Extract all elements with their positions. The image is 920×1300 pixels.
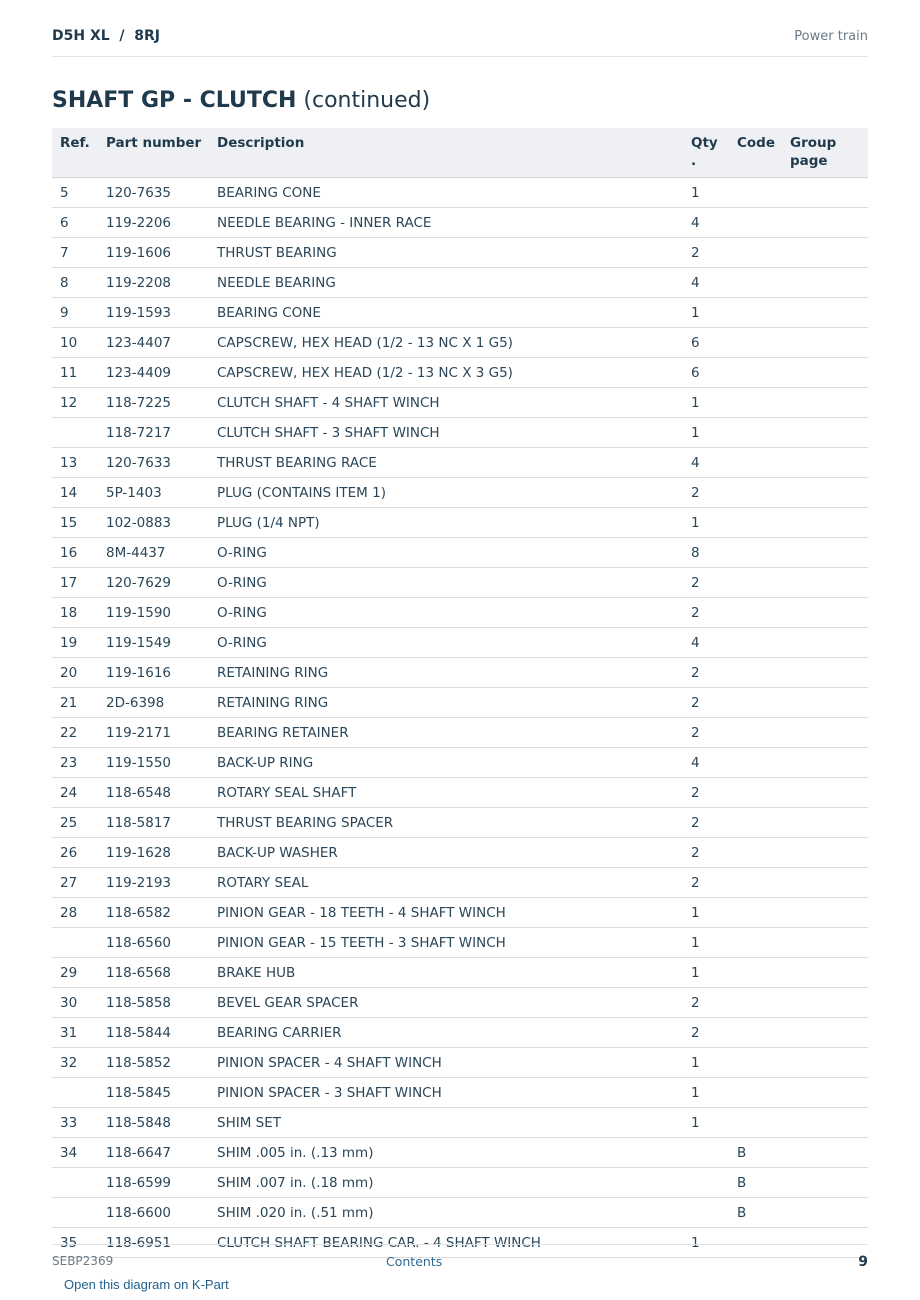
table-row <box>52 328 868 358</box>
table-row <box>52 268 868 298</box>
cell-description: CAPSCREW, HEX HEAD (1/2 - 13 NC X 1 G5) <box>217 328 691 358</box>
cell-ref: 34 <box>52 1138 106 1168</box>
cell-ref <box>52 1168 106 1198</box>
col-group-page-header: Group page <box>790 128 868 178</box>
cell-description: CLUTCH SHAFT - 4 SHAFT WINCH <box>217 388 691 418</box>
cell-part-number: 118-6599 <box>106 1168 217 1198</box>
cell-qty: 8 <box>691 538 737 568</box>
cell-group-page <box>790 1018 868 1048</box>
table-row <box>52 448 868 478</box>
cell-code <box>737 1018 790 1048</box>
page-title-main: SHAFT GP - CLUTCH <box>52 88 297 113</box>
table-row <box>52 1138 868 1168</box>
cell-code <box>737 448 790 478</box>
table-row <box>52 988 868 1018</box>
cell-qty: 1 <box>691 928 737 958</box>
cell-ref: 8 <box>52 268 106 298</box>
cell-qty: 1 <box>691 298 737 328</box>
section-label: Power train <box>794 29 868 44</box>
cell-qty: 2 <box>691 598 737 628</box>
cell-ref: 17 <box>52 568 106 598</box>
cell-code <box>737 658 790 688</box>
cell-group-page <box>790 388 868 418</box>
cell-qty: 2 <box>691 478 737 508</box>
table-row <box>52 508 868 538</box>
cell-group-page <box>790 328 868 358</box>
table-row <box>52 868 868 898</box>
cell-group-page <box>790 508 868 538</box>
cell-qty: 1 <box>691 898 737 928</box>
table-row <box>52 298 868 328</box>
cell-code <box>737 568 790 598</box>
table-row <box>52 928 868 958</box>
cell-group-page <box>790 958 868 988</box>
table-row <box>52 808 868 838</box>
cell-ref: 22 <box>52 718 106 748</box>
cell-qty: 2 <box>691 568 737 598</box>
cell-part-number: 118-5848 <box>106 1108 217 1138</box>
cell-code <box>737 178 790 208</box>
cell-group-page <box>790 1108 868 1138</box>
cell-code <box>737 898 790 928</box>
cell-code <box>737 508 790 538</box>
cell-part-number: 8M-4437 <box>106 538 217 568</box>
cell-group-page <box>790 688 868 718</box>
cell-code <box>737 808 790 838</box>
cell-description: SHIM .007 in. (.18 mm) <box>217 1168 691 1198</box>
cell-description: ROTARY SEAL SHAFT <box>217 778 691 808</box>
cell-code: B <box>737 1138 790 1168</box>
cell-qty: 2 <box>691 838 737 868</box>
cell-qty: 2 <box>691 688 737 718</box>
table-row <box>52 898 868 928</box>
col-description-header: Description <box>217 128 691 178</box>
cell-group-page <box>790 748 868 778</box>
cell-group-page <box>790 418 868 448</box>
cell-description: THRUST BEARING RACE <box>217 448 691 478</box>
cell-code: B <box>737 1168 790 1198</box>
cell-code <box>737 928 790 958</box>
cell-code <box>737 238 790 268</box>
cell-ref: 24 <box>52 778 106 808</box>
cell-part-number: 102-0883 <box>106 508 217 538</box>
cell-description: PINION SPACER - 3 SHAFT WINCH <box>217 1078 691 1108</box>
cell-description: SHIM .005 in. (.13 mm) <box>217 1138 691 1168</box>
cell-description: PLUG (1/4 NPT) <box>217 508 691 538</box>
cell-description: PINION GEAR - 18 TEETH - 4 SHAFT WINCH <box>217 898 691 928</box>
cell-qty: 2 <box>691 868 737 898</box>
cell-description: BEVEL GEAR SPACER <box>217 988 691 1018</box>
cell-qty: 4 <box>691 748 737 778</box>
cell-group-page <box>790 1048 868 1078</box>
cell-description: BRAKE HUB <box>217 958 691 988</box>
cell-ref: 25 <box>52 808 106 838</box>
table-row <box>52 388 868 418</box>
cell-part-number: 5P-1403 <box>106 478 217 508</box>
table-row <box>52 718 868 748</box>
cell-group-page <box>790 1078 868 1108</box>
table-row <box>52 568 868 598</box>
cell-ref: 32 <box>52 1048 106 1078</box>
cell-part-number: 119-1616 <box>106 658 217 688</box>
cell-part-number: 118-6951 <box>106 1228 217 1258</box>
cell-part-number: 119-2206 <box>106 208 217 238</box>
table-row <box>52 1048 868 1078</box>
cell-group-page <box>790 238 868 268</box>
cell-description: O-RING <box>217 598 691 628</box>
cell-description: SHIM .020 in. (.51 mm) <box>217 1198 691 1228</box>
table-row <box>52 778 868 808</box>
cell-group-page <box>790 868 868 898</box>
cell-ref: 35 <box>52 1228 106 1258</box>
table-row <box>52 418 868 448</box>
cell-qty: 1 <box>691 418 737 448</box>
cell-code <box>737 328 790 358</box>
cell-qty: 4 <box>691 628 737 658</box>
cell-part-number: 118-5844 <box>106 1018 217 1048</box>
cell-description: O-RING <box>217 568 691 598</box>
cell-description: RETAINING RING <box>217 658 691 688</box>
table-row <box>52 538 868 568</box>
cell-code <box>737 1078 790 1108</box>
cell-part-number: 118-6548 <box>106 778 217 808</box>
cell-part-number: 120-7633 <box>106 448 217 478</box>
cell-part-number: 118-6568 <box>106 958 217 988</box>
cell-code <box>737 478 790 508</box>
cell-description: O-RING <box>217 628 691 658</box>
cell-qty: 2 <box>691 988 737 1018</box>
cell-part-number: 118-7225 <box>106 388 217 418</box>
cell-qty: 6 <box>691 358 737 388</box>
cell-group-page <box>790 178 868 208</box>
cell-description: RETAINING RING <box>217 688 691 718</box>
cell-group-page <box>790 1198 868 1228</box>
cell-code <box>737 838 790 868</box>
cell-ref: 15 <box>52 508 106 538</box>
cell-qty: 1 <box>691 1078 737 1108</box>
page-title <box>52 88 430 113</box>
cell-group-page <box>790 718 868 748</box>
cell-group-page <box>790 478 868 508</box>
cell-ref: 6 <box>52 208 106 238</box>
cell-part-number: 123-4407 <box>106 328 217 358</box>
cell-part-number: 119-1593 <box>106 298 217 328</box>
cell-description: BEARING CONE <box>217 298 691 328</box>
table-row <box>52 658 868 688</box>
cell-code <box>737 688 790 718</box>
cell-qty: 1 <box>691 1108 737 1138</box>
parts-table <box>52 128 868 1258</box>
cell-description: CLUTCH SHAFT - 3 SHAFT WINCH <box>217 418 691 448</box>
page-header <box>52 28 868 57</box>
table-row <box>52 598 868 628</box>
cell-description: CLUTCH SHAFT BEARING CAR. - 4 SHAFT WINCH <box>217 1228 691 1258</box>
cell-code <box>737 778 790 808</box>
cell-description: BACK-UP RING <box>217 748 691 778</box>
cell-group-page <box>790 598 868 628</box>
page-footer <box>52 1244 868 1295</box>
cell-ref: 27 <box>52 868 106 898</box>
cell-qty: 4 <box>691 268 737 298</box>
cell-ref <box>52 1198 106 1228</box>
model-label: D5H XL / 8RJ <box>52 28 161 44</box>
cell-part-number: 118-6600 <box>106 1198 217 1228</box>
cell-code <box>737 268 790 298</box>
cell-code <box>737 418 790 448</box>
cell-group-page <box>790 208 868 238</box>
table-row <box>52 838 868 868</box>
cell-qty: 1 <box>691 388 737 418</box>
cell-qty: 4 <box>691 448 737 478</box>
kpart-link[interactable]: Open this diagram on K-Part <box>64 1277 229 1292</box>
cell-qty <box>691 1138 737 1168</box>
col-qty-header: Qty . <box>691 128 737 178</box>
table-row <box>52 688 868 718</box>
cell-ref <box>52 928 106 958</box>
cell-part-number: 119-1628 <box>106 838 217 868</box>
cell-qty: 2 <box>691 778 737 808</box>
cell-group-page <box>790 298 868 328</box>
cell-qty: 2 <box>691 658 737 688</box>
table-row <box>52 1198 868 1228</box>
cell-ref: 7 <box>52 238 106 268</box>
cell-group-page <box>790 1138 868 1168</box>
cell-description: PINION SPACER - 4 SHAFT WINCH <box>217 1048 691 1078</box>
cell-part-number: 118-6647 <box>106 1138 217 1168</box>
cell-ref: 18 <box>52 598 106 628</box>
cell-description: NEEDLE BEARING - INNER RACE <box>217 208 691 238</box>
cell-group-page <box>790 628 868 658</box>
cell-part-number: 118-5817 <box>106 808 217 838</box>
cell-ref: 23 <box>52 748 106 778</box>
cell-qty <box>691 1198 737 1228</box>
cell-qty: 1 <box>691 1228 737 1258</box>
cell-code <box>737 298 790 328</box>
cell-group-page <box>790 898 868 928</box>
cell-ref: 26 <box>52 838 106 868</box>
cell-part-number: 118-5858 <box>106 988 217 1018</box>
table-row <box>52 958 868 988</box>
cell-qty: 1 <box>691 178 737 208</box>
cell-code <box>737 208 790 238</box>
cell-description: BACK-UP WASHER <box>217 838 691 868</box>
cell-ref: 10 <box>52 328 106 358</box>
cell-code: B <box>737 1198 790 1228</box>
cell-group-page <box>790 538 868 568</box>
cell-qty: 4 <box>691 208 737 238</box>
cell-group-page <box>790 808 868 838</box>
cell-qty: 6 <box>691 328 737 358</box>
cell-qty <box>691 1168 737 1198</box>
cell-description: THRUST BEARING <box>217 238 691 268</box>
cell-description: BEARING CONE <box>217 178 691 208</box>
col-ref-header: Ref. <box>52 128 106 178</box>
cell-ref: 33 <box>52 1108 106 1138</box>
page-number: 9 <box>858 1254 868 1270</box>
table-row <box>52 178 868 208</box>
contents-link[interactable]: Contents <box>386 1254 443 1269</box>
cell-part-number: 118-5845 <box>106 1078 217 1108</box>
cell-ref <box>52 1078 106 1108</box>
table-row <box>52 208 868 238</box>
table-body <box>52 178 868 1258</box>
cell-ref: 11 <box>52 358 106 388</box>
cell-group-page <box>790 1168 868 1198</box>
cell-description: ROTARY SEAL <box>217 868 691 898</box>
cell-description: O-RING <box>217 538 691 568</box>
cell-ref: 20 <box>52 658 106 688</box>
cell-part-number: 2D-6398 <box>106 688 217 718</box>
table-row <box>52 1078 868 1108</box>
table-row <box>52 1108 868 1138</box>
cell-part-number: 118-6582 <box>106 898 217 928</box>
cell-group-page <box>790 448 868 478</box>
cell-code <box>737 988 790 1018</box>
cell-code <box>737 1108 790 1138</box>
cell-ref: 13 <box>52 448 106 478</box>
cell-code <box>737 1048 790 1078</box>
cell-part-number: 119-1606 <box>106 238 217 268</box>
table-header-row <box>52 128 868 178</box>
table-row <box>52 1168 868 1198</box>
cell-code <box>737 628 790 658</box>
cell-ref: 28 <box>52 898 106 928</box>
cell-description: SHIM SET <box>217 1108 691 1138</box>
col-code-header: Code <box>737 128 790 178</box>
cell-group-page <box>790 658 868 688</box>
cell-description: NEEDLE BEARING <box>217 268 691 298</box>
cell-ref: 5 <box>52 178 106 208</box>
cell-part-number: 119-2193 <box>106 868 217 898</box>
table-row <box>52 1018 868 1048</box>
table-row <box>52 628 868 658</box>
cell-code <box>737 538 790 568</box>
cell-part-number: 119-1590 <box>106 598 217 628</box>
cell-part-number: 119-2171 <box>106 718 217 748</box>
cell-ref: 30 <box>52 988 106 1018</box>
cell-ref: 29 <box>52 958 106 988</box>
cell-group-page <box>790 568 868 598</box>
cell-qty: 2 <box>691 238 737 268</box>
cell-part-number: 118-5852 <box>106 1048 217 1078</box>
cell-part-number: 120-7629 <box>106 568 217 598</box>
cell-code <box>737 358 790 388</box>
cell-ref: 31 <box>52 1018 106 1048</box>
cell-description: PINION GEAR - 15 TEETH - 3 SHAFT WINCH <box>217 928 691 958</box>
cell-ref: 16 <box>52 538 106 568</box>
cell-code <box>737 598 790 628</box>
cell-description: BEARING CARRIER <box>217 1018 691 1048</box>
cell-ref: 14 <box>52 478 106 508</box>
col-part-number-header: Part number <box>106 128 217 178</box>
cell-group-page <box>790 838 868 868</box>
cell-group-page <box>790 928 868 958</box>
document-id: SEBP2369 <box>52 1254 114 1268</box>
cell-group-page <box>790 268 868 298</box>
cell-ref: 19 <box>52 628 106 658</box>
table-row <box>52 238 868 268</box>
cell-ref: 9 <box>52 298 106 328</box>
table-row <box>52 748 868 778</box>
cell-part-number: 120-7635 <box>106 178 217 208</box>
cell-qty: 2 <box>691 808 737 838</box>
table-row <box>52 358 868 388</box>
cell-group-page <box>790 988 868 1018</box>
cell-code <box>737 868 790 898</box>
page-title-suffix: (continued) <box>303 88 431 113</box>
cell-qty: 2 <box>691 718 737 748</box>
cell-qty: 2 <box>691 1018 737 1048</box>
cell-part-number: 119-2208 <box>106 268 217 298</box>
cell-description: THRUST BEARING SPACER <box>217 808 691 838</box>
cell-qty: 1 <box>691 1048 737 1078</box>
cell-code <box>737 718 790 748</box>
cell-code <box>737 958 790 988</box>
cell-ref: 12 <box>52 388 106 418</box>
cell-ref <box>52 418 106 448</box>
cell-description: PLUG (CONTAINS ITEM 1) <box>217 478 691 508</box>
cell-part-number: 123-4409 <box>106 358 217 388</box>
cell-part-number: 119-1549 <box>106 628 217 658</box>
cell-part-number: 118-6560 <box>106 928 217 958</box>
cell-code <box>737 748 790 778</box>
cell-part-number: 118-7217 <box>106 418 217 448</box>
cell-description: CAPSCREW, HEX HEAD (1/2 - 13 NC X 3 G5) <box>217 358 691 388</box>
cell-ref: 21 <box>52 688 106 718</box>
cell-group-page <box>790 778 868 808</box>
cell-code <box>737 388 790 418</box>
cell-group-page <box>790 358 868 388</box>
cell-qty: 1 <box>691 508 737 538</box>
cell-part-number: 119-1550 <box>106 748 217 778</box>
table-row <box>52 478 868 508</box>
cell-qty: 1 <box>691 958 737 988</box>
cell-description: BEARING RETAINER <box>217 718 691 748</box>
